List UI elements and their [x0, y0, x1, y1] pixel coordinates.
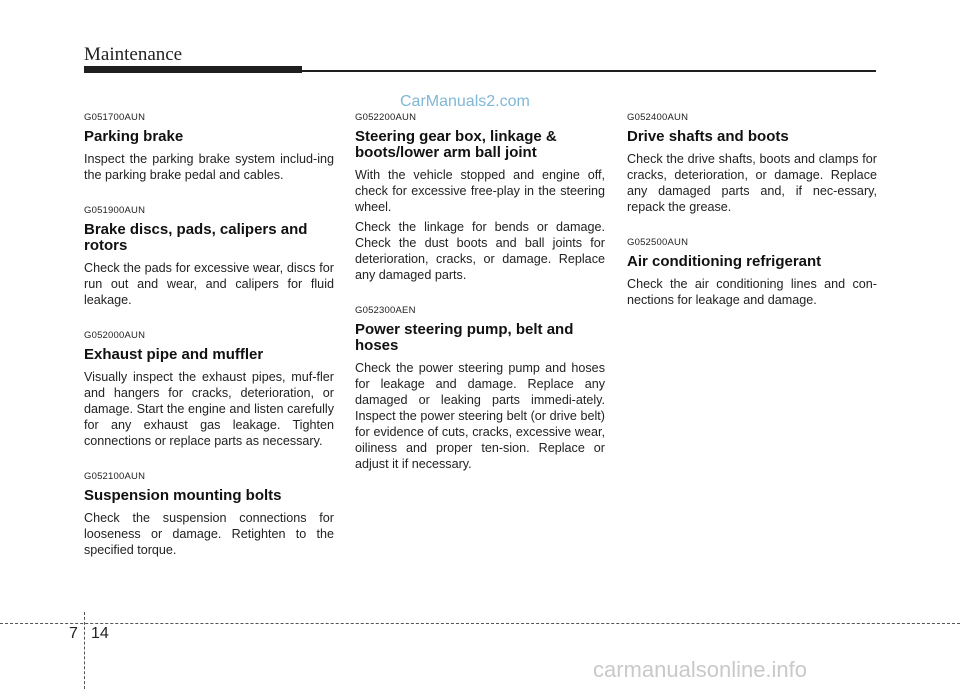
section-code: G052200AUN	[355, 112, 417, 123]
section-code: G052500AUN	[627, 237, 689, 248]
page-chapter-number: 7	[69, 625, 78, 642]
section-heading: Air conditioning refrigerant	[627, 253, 822, 270]
section-heading: Power steering pump, belt and hoses	[355, 321, 574, 354]
section-suspension	[84, 471, 334, 558]
section-heading: Suspension mounting bolts	[84, 487, 282, 504]
section-exhaust	[84, 330, 334, 449]
column-2	[355, 112, 605, 494]
section-power-steering	[355, 305, 605, 472]
section-paragraph: Check the suspension connections for looseness or damage. Retighten to the specified torque.	[84, 511, 334, 557]
section-code: G052100AUN	[84, 471, 146, 482]
section-paragraph: Check the pads for excessive wear, discs for run out and wear, and calipers for fluid leakage.	[84, 261, 334, 307]
section-drive-shafts	[627, 112, 877, 215]
section-paragraph: Check the air conditioning lines and con-nections for leakage and damage.	[627, 277, 877, 307]
section-parking-brake	[84, 112, 334, 183]
section-heading: Brake discs, pads, calipers and rotors	[84, 221, 308, 254]
section-paragraph: Inspect the parking brake system includ-ing the parking brake pedal and cables.	[84, 152, 334, 182]
section-heading: Parking brake	[84, 128, 184, 145]
section-paragraph: With the vehicle stopped and engine off, check for excessive free-play in the steering wheel.	[355, 168, 605, 214]
section-paragraph: Check the drive shafts, boots and clamps for cracks, deterioration, or damage. Replace any damaged parts and, if nec-essary, repack the grease.	[627, 152, 877, 214]
page-number: 14	[91, 625, 109, 642]
page-header-title: Maintenance	[84, 44, 183, 65]
header-rule-thin	[300, 70, 876, 72]
section-code: G052300AEN	[355, 305, 416, 316]
footer-divider	[0, 623, 960, 624]
footer-vertical-divider	[84, 612, 85, 689]
section-steering-gear	[355, 112, 605, 283]
section-code: G052000AUN	[84, 330, 146, 341]
section-paragraph: Visually inspect the exhaust pipes, muf-fler and hangers for cracks, deterioration, or damage. Start the engine and listen carefully for any exhaust gas leakage. Tighten connections or replace parts as necessary.	[84, 370, 334, 448]
section-code: G051700AUN	[84, 112, 146, 123]
section-paragraph: Check the power steering pump and hoses for leakage and damage. Replace any damaged or leaking parts immedi-ately. Inspect the power steering belt (or drive belt) for evidence of cuts, cracks, excessive wear, oiliness and proper ten-sion. Replace or adjust it if necessary.	[355, 361, 605, 471]
header-rule-thick	[84, 66, 302, 73]
column-1	[84, 112, 334, 580]
watermark-top[interactable]: CarManuals2.com	[400, 93, 530, 110]
section-heading: Drive shafts and boots	[627, 128, 789, 145]
section-paragraph: Check the linkage for bends or damage. Check the dust boots and ball joints for deterioration, cracks, or damage. Replace any damaged parts.	[355, 220, 605, 282]
section-code: G052400AUN	[627, 112, 689, 123]
section-code: G051900AUN	[84, 205, 146, 216]
column-3	[627, 112, 877, 330]
watermark-bottom[interactable]: carmanualsonline.info	[593, 657, 808, 682]
section-air-conditioning	[627, 237, 877, 308]
section-heading: Steering gear box, linkage & boots/lower arm ball joint	[355, 128, 557, 161]
section-heading: Exhaust pipe and muffler	[84, 346, 264, 363]
section-brake-discs	[84, 205, 334, 308]
